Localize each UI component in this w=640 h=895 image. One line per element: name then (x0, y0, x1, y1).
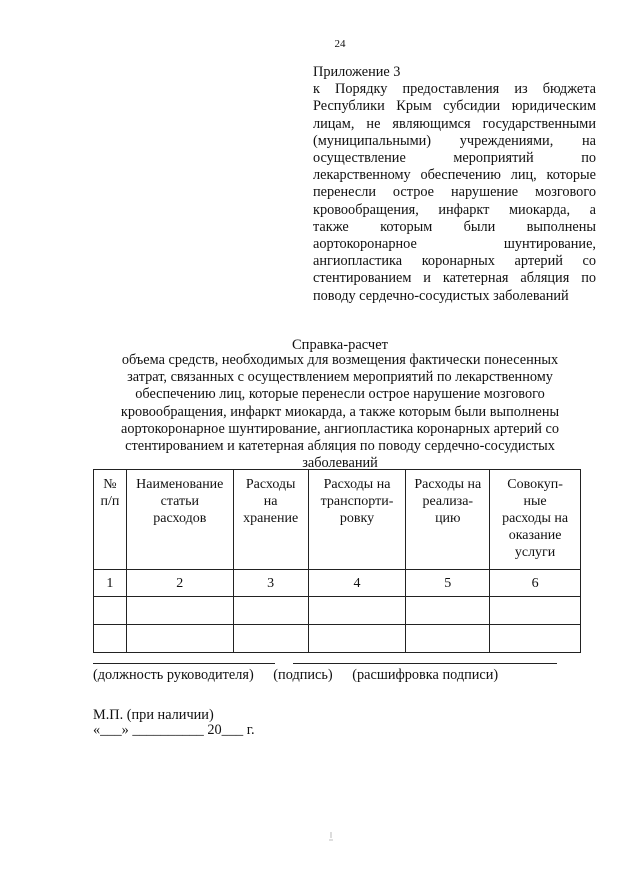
table-cell (233, 597, 308, 625)
decoding-label: (расшифровка подписи) (352, 667, 499, 683)
subtitle-line: кровообращения, инфаркт миокарда, а также которым были выполнены (120, 403, 560, 420)
table-cell (126, 597, 233, 625)
table-cell (490, 625, 581, 653)
header-cell-storage-costs: Расходы на хранение (233, 470, 308, 570)
position-label: (должность руководителя) (93, 667, 254, 683)
appendix-line: (муниципальными) учреждениями, на (313, 132, 596, 149)
appendix-line: также которым были выполнены (313, 218, 596, 235)
column-number-cell: 2 (126, 570, 233, 597)
column-number-cell: 3 (233, 570, 308, 597)
date-field: «___» __________ 20___ г. (93, 722, 255, 738)
table-cell (406, 625, 490, 653)
subtitle-line: обеспечению лиц, которые перенесли острое нарушение мозгового (135, 386, 545, 403)
table-cell (94, 625, 127, 653)
subtitle-line: стентированием и катетерная абляция по поводу сердечно-сосудистых (125, 438, 555, 455)
appendix-line: аортокоронарное шунтирование, (313, 236, 596, 253)
column-number-cell: 6 (490, 570, 581, 597)
appendix-line: лицам, не являющимся государственными (313, 115, 596, 132)
position-signature-line (93, 663, 275, 664)
scan-mark (328, 832, 334, 842)
subtitle-line: объема средств, необходимых для возмещения фактически понесенных (121, 352, 559, 368)
appendix-line: поводу сердечно-сосудистых заболеваний (313, 287, 569, 304)
column-number-row (94, 570, 581, 597)
column-number-cell: 4 (308, 570, 406, 597)
appendix-line: Приложение 3 (313, 64, 401, 80)
appendix-block (313, 64, 596, 305)
appendix-line: ангиопластика коронарных артерий со (313, 253, 596, 270)
signature-decoding-line (293, 663, 557, 664)
table-row (94, 597, 581, 625)
page-number: 24 (334, 38, 346, 50)
table-cell (126, 625, 233, 653)
signature-label: (подпись) (273, 667, 333, 683)
subtitle-line: заболеваний (302, 455, 378, 472)
appendix-line: осуществление мероприятий по (313, 150, 596, 167)
header-cell-total-costs: Совокуп- ные расходы на оказание услуги (490, 470, 581, 570)
column-number-cell: 5 (406, 570, 490, 597)
subtitle-line: аортокоронарное шунтирование, ангиопластика коронарных артерий со (121, 420, 559, 437)
appendix-line: стентированием и катетерная абляция по (313, 270, 596, 287)
table-cell (308, 625, 406, 653)
subtitle-line: затрат, связанных с осуществлением мероприятий по лекарственному (127, 369, 553, 386)
appendix-line: лекарственному обеспечению лиц, которые (313, 167, 596, 184)
document-title: Справка-расчет (292, 337, 388, 353)
header-cell-transport-costs: Расходы на транспорти- ровку (308, 470, 406, 570)
table-cell (406, 597, 490, 625)
table-cell (490, 597, 581, 625)
appendix-line: к Порядку предоставления из бюджета (313, 81, 596, 98)
table-cell (233, 625, 308, 653)
header-cell-number: № п/п (94, 470, 127, 570)
appendix-line: Республики Крым субсидии юридическим (313, 98, 596, 115)
table-header-row (94, 470, 581, 570)
table-row (94, 625, 581, 653)
column-number-cell: 1 (94, 570, 127, 597)
appendix-line: кровообращения, инфаркт миокарда, а (313, 201, 596, 218)
header-cell-sales-costs: Расходы на реализа- цию (406, 470, 490, 570)
appendix-line: перенесли острое нарушение мозгового (313, 184, 596, 201)
table-cell (308, 597, 406, 625)
document-subtitle (80, 352, 600, 472)
stamp-label: М.П. (при наличии) (93, 707, 214, 723)
signature-labels (93, 667, 498, 684)
table-cell (94, 597, 127, 625)
header-cell-item-name: Наименование статьи расходов (126, 470, 233, 570)
calculation-table (93, 469, 581, 653)
